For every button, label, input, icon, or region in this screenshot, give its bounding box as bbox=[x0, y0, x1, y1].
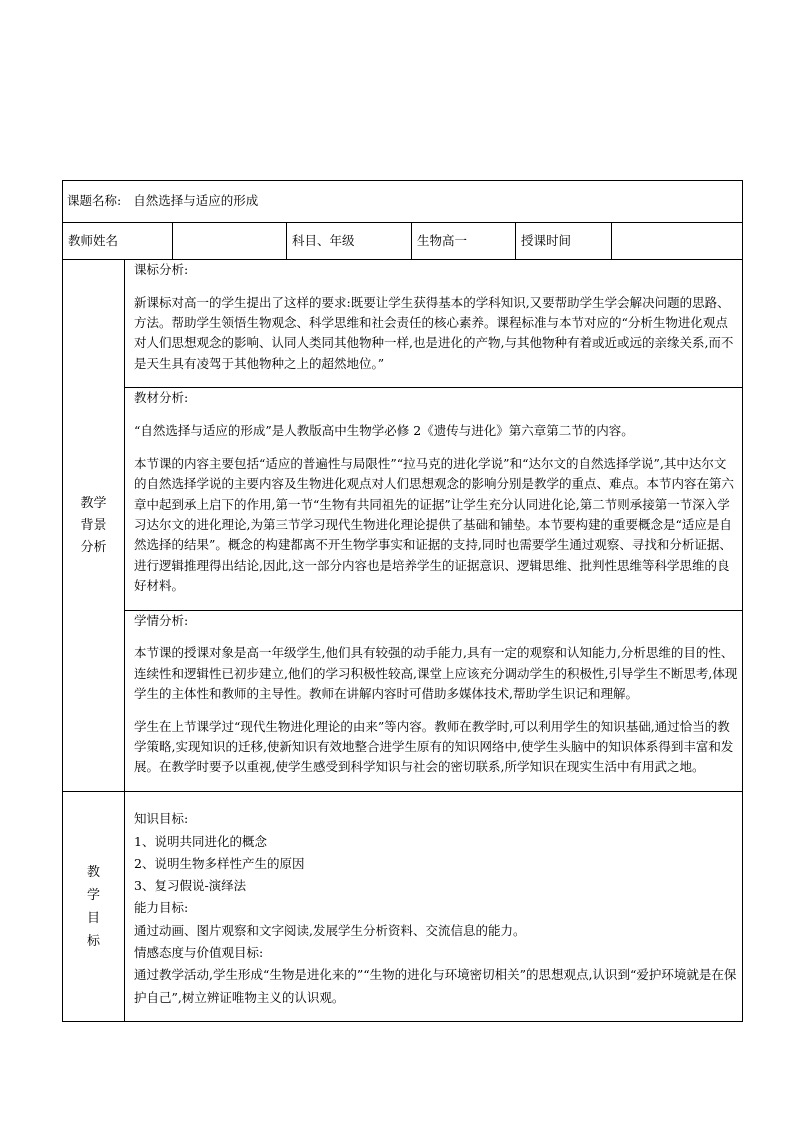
background-analysis-content bbox=[125, 260, 743, 792]
subject-grade-value: 生物高一 bbox=[412, 223, 516, 260]
lesson-title-label: 课题名称: bbox=[67, 193, 122, 209]
background-analysis-label-cell bbox=[63, 260, 125, 792]
lesson-title-cell bbox=[63, 181, 743, 223]
goal-line: 3、复习假说-演绎法 bbox=[134, 878, 247, 894]
student-analysis-section bbox=[125, 611, 742, 792]
lesson-plan-table bbox=[62, 180, 743, 1022]
goal-line: 情感态度与价值观目标: bbox=[134, 945, 264, 961]
curriculum-analysis-heading: 课标分析: bbox=[134, 262, 189, 277]
goal-line: 能力目标: bbox=[134, 900, 189, 916]
textbook-analysis-section bbox=[125, 388, 742, 610]
student-analysis-heading: 学情分析: bbox=[134, 612, 189, 628]
student-analysis-paragraph: 学生在上节课学过“现代生物进化理论的由来”等内容。教师在教学时,可以利用学生的知识基础,通过恰当的教学策略,实现知识的迁移,使新知识有效地整合进学生原有的知识网络中,使学生头脑中的知识体系得到丰富和发展。在教学时要予以重视,使学生感受到科学知识与社会的密切联系,所学知识在现实生活中有用武之地。 bbox=[134, 718, 734, 775]
class-time-label: 授课时间 bbox=[516, 223, 612, 260]
teaching-goals-label: 教学目标 bbox=[86, 864, 100, 949]
student-analysis-paragraph: 本节课的授课对象是高一年级学生,他们具有较强的动手能力,具有一定的观察和认知能力,分析思维的目的性、连续性和逻辑性已初步建立,他们的学习积极性较高,课堂上应该充分调动学生的积极性,引导学生不断思考,体现学生的主体性和教师的主导性。教师在讲解内容时可借助多媒体技术,帮助学生识记和理解。 bbox=[134, 645, 738, 702]
teaching-goals-content bbox=[125, 792, 743, 1022]
subject-grade-label: 科目、年级 bbox=[287, 223, 412, 260]
teacher-name-label: 教师姓名 bbox=[63, 223, 173, 260]
goal-line: 2、说明生物多样性产生的原因 bbox=[134, 855, 305, 871]
textbook-analysis-heading: 教材分析: bbox=[134, 390, 189, 406]
curriculum-analysis-section bbox=[125, 260, 742, 388]
lesson-title-value: 自然选择与适应的形成 bbox=[133, 193, 259, 209]
goal-line: 知识目标: bbox=[134, 811, 189, 827]
goal-line: 通过动画、图片观察和文字阅读,发展学生分析资料、交流信息的能力。 bbox=[134, 922, 526, 938]
background-analysis-label: 教学背景分析 bbox=[80, 495, 107, 555]
class-time-value bbox=[612, 223, 743, 260]
textbook-analysis-paragraph: 本节课的内容主要包括“适应的普遍性与局限性”“拉马克的进化学说”和“达尔文的自然选择学说”,其中达尔文的自然选择学说的主要内容及生物进化观点对人们思想观念的影响分别是教学的重点、难点。本节内容在第六章中起到承上启下的作用,第一节“生物有共同祖先的证据”让学生充分认同进化论,第二节则承接第一节深入学习达尔文的进化理论,为第三节学习现代生物进化理论提供了基础和铺垫。本节要构建的重要概念是“适应是自然选择的结果”。概念的构建都离不开生物学事实和证据的支持,同时也需要学生通过观察、寻找和分析证据、进行逻辑推理得出结论,因此,这一部分内容也是培养学生的证据意识、逻辑思维、批判性思维等科学思维的良好材料。 bbox=[134, 456, 735, 593]
goal-line: 通过教学活动,学生形成“生物是进化来的”“生物的进化与环境密切相关”的思想观点,认识到“爱护环境就是在保护自己”,树立辨证唯物主义的认识观。 bbox=[134, 967, 737, 1005]
textbook-analysis-paragraph: “自然选择与适应的形成”是人教版高中生物学必修 2《遗传与进化》第六章第二节的内容。 bbox=[134, 423, 634, 439]
teacher-name-value bbox=[173, 223, 287, 260]
teaching-goals-label-cell bbox=[63, 792, 125, 1022]
info-row bbox=[63, 223, 743, 260]
goal-line: 1、说明共同进化的概念 bbox=[134, 833, 267, 849]
curriculum-analysis-paragraph: 新课标对高一的学生提出了这样的要求:既要让学生获得基本的学科知识,又要帮助学生学会解决问题的思路、方法。帮助学生领悟生物观念、科学思维和社会责任的核心素养。课程标准与本节对应的“分析生物进化观点对人们思想观念的影响、认同人类同其他物种一样,也是进化的产物,与其他物种有着或近或远的亲缘关系,而不是天生具有凌驾于其他物种之上的超然地位。” bbox=[134, 294, 734, 371]
